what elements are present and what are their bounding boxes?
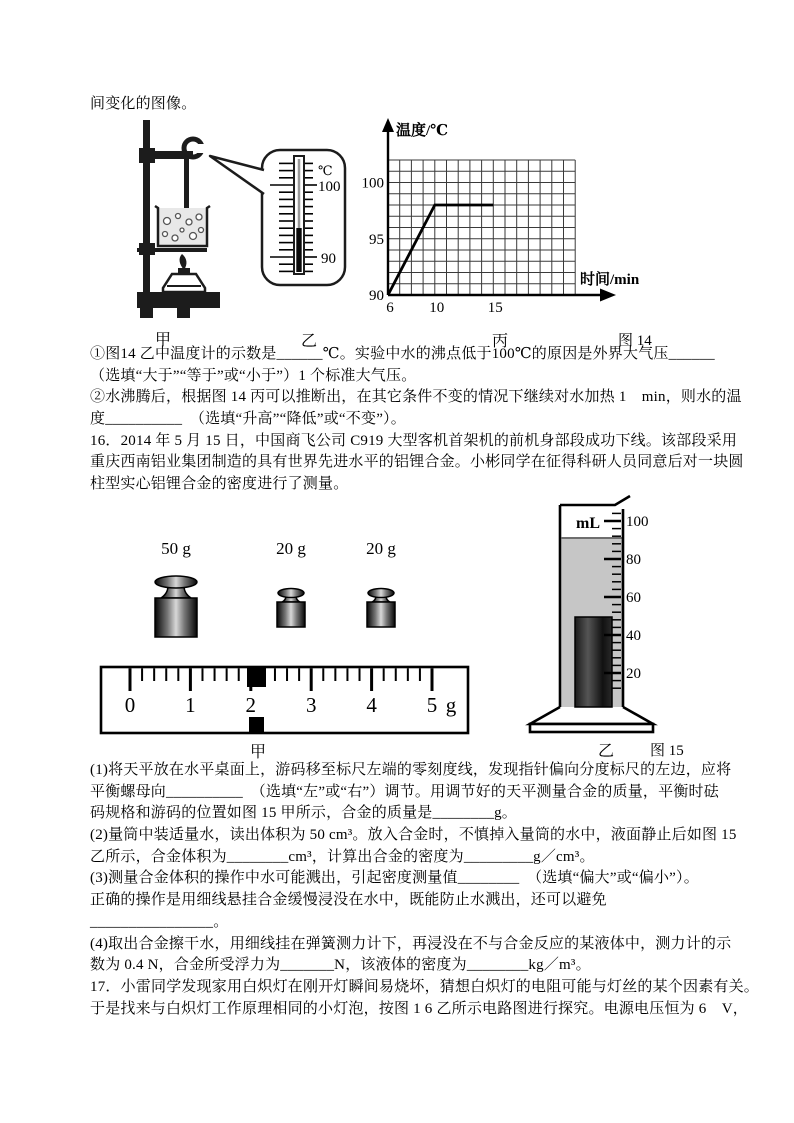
svg-text:95: 95 <box>369 231 384 248</box>
text-line: 度__________ （选填“升高”“降低”或“不变”）。 <box>90 411 406 428</box>
fig15-label-jia: 甲 <box>250 744 268 761</box>
cyl-label-40: 40 <box>626 628 641 644</box>
svg-text:10: 10 <box>429 300 445 316</box>
text-line: 乙所示，合金体积为________cm³，计算出合金的密度为_________g／cm³。 <box>90 848 595 865</box>
fig15-label-yi: 乙 <box>598 743 616 760</box>
fig15-caption: 图 15 <box>650 743 684 759</box>
ruler-unit-label: g <box>445 693 457 717</box>
ruler-number-4: 4 <box>366 693 377 717</box>
text-line: (3)测量合金体积的操作中水可能溅出，引起密度测量值________ （选填“偏大”或“偏小”）。 <box>90 870 699 887</box>
text-line: ②水沸腾后，根据图 14 丙可以推断出，在其它条件不变的情况下继续对水加热 1 min，则水的温 <box>90 389 742 406</box>
question-16-parts-paragraph <box>90 760 760 1020</box>
ruler-number-0: 0 <box>124 693 136 717</box>
weight-20g-label-2: 20 g <box>366 539 396 558</box>
ruler-number-5: 5 <box>426 693 438 717</box>
text-line: 柱型实心铝锂合金的密度进行了测量。 <box>90 476 349 493</box>
rider-scale-icon <box>101 667 468 733</box>
text-line: 间变化的图像。 <box>90 96 197 112</box>
cylinder-unit-label: mL <box>576 515 600 532</box>
thermometer-100-label: 100 <box>318 179 341 195</box>
fig14-label-jia: 甲 <box>155 332 173 349</box>
mercury-column <box>296 228 301 272</box>
alloy-cylinder <box>575 617 612 707</box>
thermometer-unit-label: ℃ <box>318 163 333 178</box>
cyl-label-80: 80 <box>626 552 641 568</box>
cyl-label-100: 100 <box>626 514 649 530</box>
svg-text:6: 6 <box>386 300 394 316</box>
svg-text:15: 15 <box>487 300 503 316</box>
weight-20g-icon <box>277 589 305 628</box>
text-line: 重庆西南铝业集团制造的具有世界先进水平的铝锂合金。小彬同学在征得科研人员同意后对一块圆 <box>90 454 744 471</box>
fig14-caption: 图 14 <box>618 333 652 349</box>
svg-text:100: 100 <box>361 175 384 192</box>
question-15-16-paragraph <box>90 344 744 496</box>
graduated-cylinder-figure <box>520 495 710 745</box>
weight-50g-label: 50 g <box>161 539 191 558</box>
text-line: 于是找来与白炽灯工作原理相同的小灯泡，按图 1 6 乙所示电路图进行探究。电源电压恒为 6 V， <box>90 1000 748 1017</box>
text-line: 平衡螺母向__________ （选填“左”或“右”）调节。用调节好的天平测量合金的质量，平衡时砝 <box>90 783 719 800</box>
intro-paragraph <box>90 94 720 116</box>
thermometer-callout-figure <box>200 142 360 294</box>
cyl-label-20: 20 <box>626 666 641 682</box>
thermometer-icon <box>294 156 304 274</box>
weight-50g-icon <box>155 576 197 637</box>
callout-pointer <box>210 156 264 194</box>
cyl-label-60: 60 <box>626 590 641 606</box>
text-line: (4)取出合金擦干水，用细线挂在弹簧测力计下，再浸没在不与合金反应的某液体中，测力计的示 <box>90 935 732 952</box>
ruler-number-3: 3 <box>305 693 317 717</box>
text-line: (2)量筒中装适量水，读出体积为 50 cm³。放入合金时，不慎掉入量筒的水中，液面静止后如图 15 <box>90 827 737 844</box>
ruler-number-1: 1 <box>185 693 196 717</box>
fig14-label-bing: 丙 <box>492 333 510 350</box>
svg-text:温度/℃: 温度/℃ <box>396 123 449 139</box>
text-line: (1)将天平放在水平桌面上，游码移至标尺左端的零刻度线，发现指针偏向分度标尺的左边，应将 <box>90 762 732 778</box>
weight-20g-icon-2 <box>367 589 395 628</box>
svg-text:90: 90 <box>369 288 384 304</box>
text-line: 正确的操作是用细线悬挂合金缓慢浸没在水中，既能防止水溅出，还可以避免 <box>90 892 607 909</box>
text-line: 码规格和游码的位置如图 15 甲所示，合金的质量是________g。 <box>90 805 518 822</box>
thermometer-90-label: 90 <box>321 251 336 267</box>
text-line: ①图14 乙中温度计的示数是______℃。实验中水的沸点低于100℃的原因是外界大气压______ <box>90 346 715 362</box>
text-line: 16．2014 年 5 月 15 日，中国商飞公司 C919 大型客机首架机的前机身部段成功下线。该部段采用 <box>90 432 738 449</box>
weight-20g-label: 20 g <box>276 539 306 558</box>
rider-slider <box>247 668 266 687</box>
ruler-number-2: 2 <box>245 693 257 717</box>
text-line: 17．小雷同学发现家用白炽灯在刚开灯瞬间易烧坏，猜想白炽灯的电阻可能与灯丝的某个因素有关。 <box>90 978 760 995</box>
text-line: （选填“大于”“等于”或“小于”）1 个标准大气压。 <box>90 367 417 384</box>
fig14-label-yi: 乙 <box>301 333 319 350</box>
text-line: 数为 0.4 N，合金所受浮力为_______N，该液体的密度为________kg／m³。 <box>90 957 591 974</box>
boiling-point-chart <box>361 118 701 333</box>
svg-text:时间/min: 时间/min <box>580 272 640 288</box>
text-line: ________________。 <box>90 913 229 930</box>
alcohol-lamp-icon <box>163 254 205 292</box>
weights-and-rider-figure <box>95 520 480 742</box>
rider-slider-tab <box>249 717 264 732</box>
